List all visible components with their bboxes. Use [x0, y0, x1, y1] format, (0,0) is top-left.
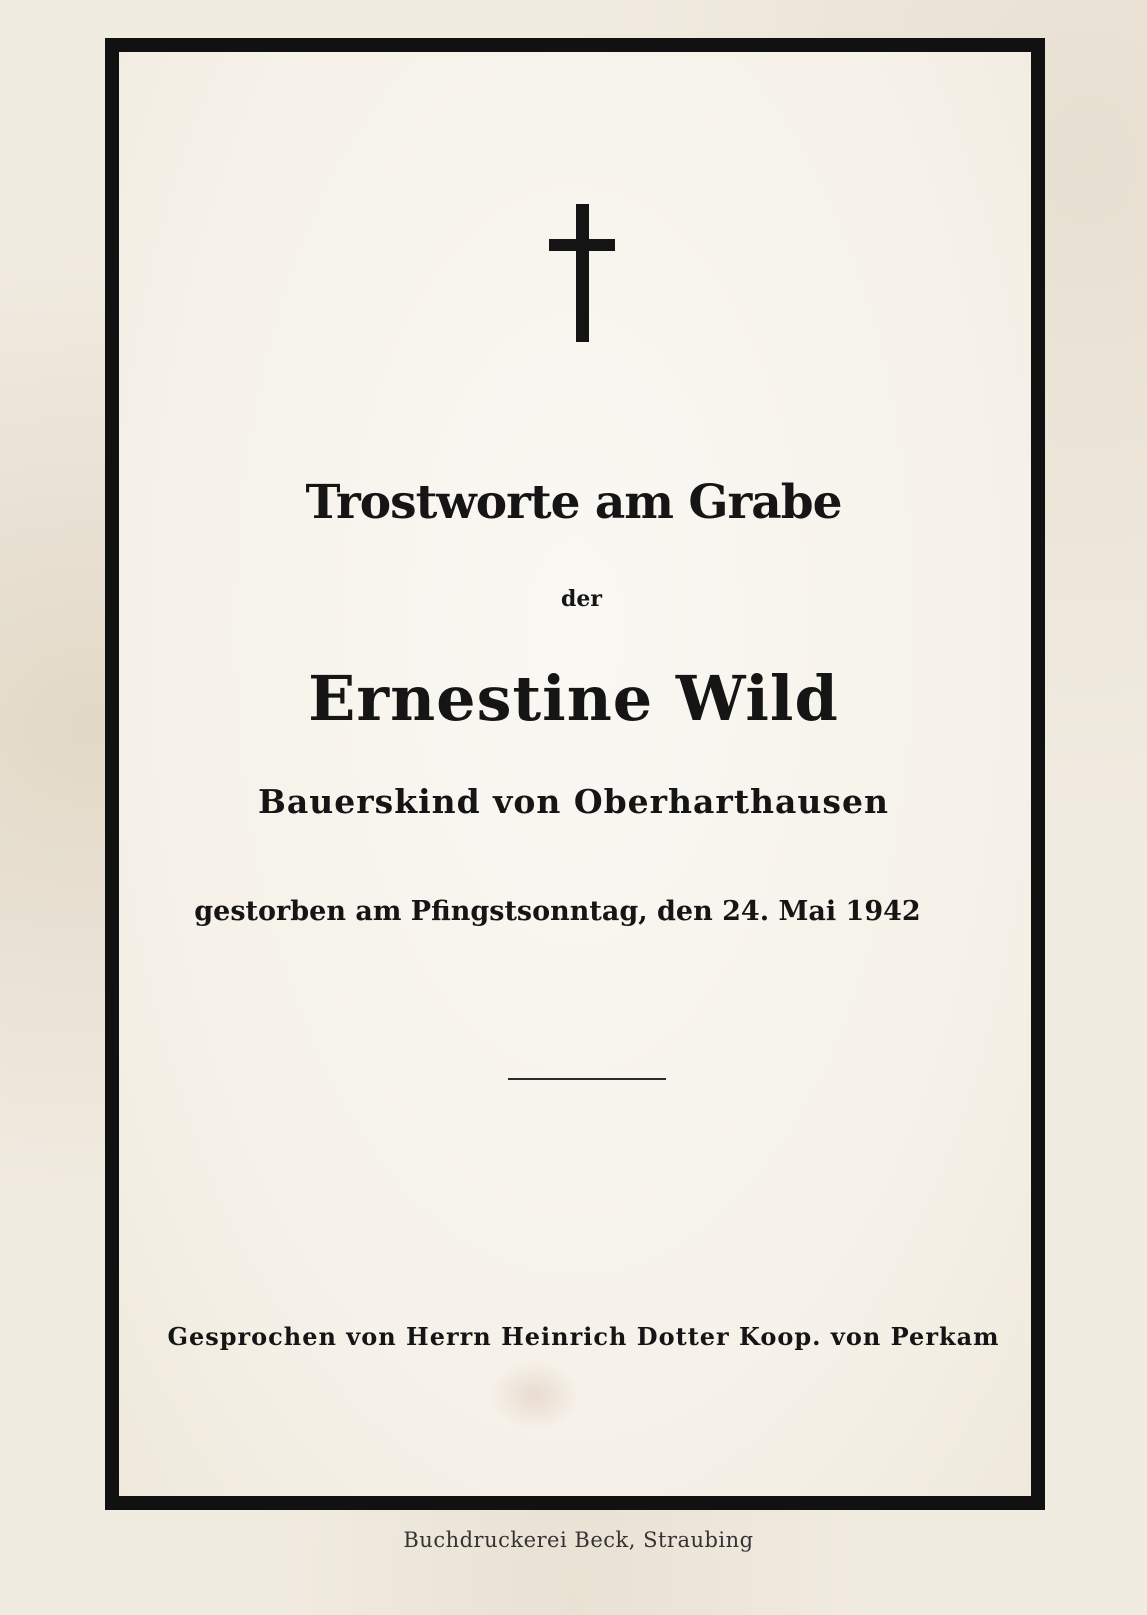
cross-vertical-bar — [576, 204, 589, 342]
connector-word: der — [561, 586, 602, 612]
divider-rule — [508, 1078, 666, 1080]
cross-icon — [549, 204, 615, 342]
printer-imprint: Buchdruckerei Beck, Straubing — [403, 1528, 754, 1552]
paper-stain — [490, 1360, 580, 1430]
deceased-description: Bauerskind von Oberharthausen — [258, 782, 889, 821]
card-title: Trostworte am Grabe — [305, 475, 842, 530]
speaker-credit: Gesprochen von Herrn Heinrich Dotter Koop. von Perkam — [167, 1322, 1000, 1351]
cross-horizontal-bar — [549, 239, 615, 251]
deceased-name: Ernestine Wild — [308, 662, 839, 735]
death-date-line: gestorben am Pfingstsonntag, den 24. Mai 1942 — [194, 896, 921, 927]
